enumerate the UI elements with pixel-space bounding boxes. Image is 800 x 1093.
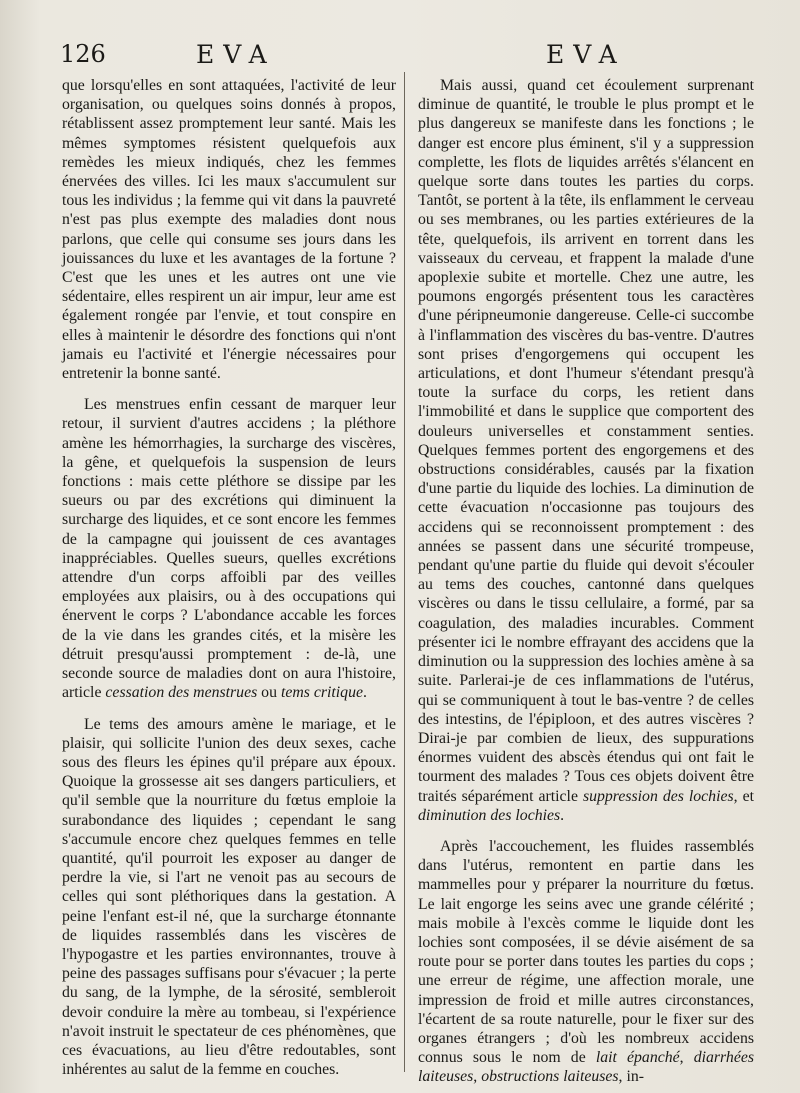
term: lait épanché <box>595 1049 680 1067</box>
paragraph <box>62 715 396 1080</box>
paragraph-text: Les menstrues enfin cessant de marquer leur retour, il survient d'autres accidens ; la pléthore amène les hémorrhagies, la surcharge des viscères, la gêne, et quelquefois la suspension de leurs fonctions : mais cette pléthore se dissipe par les sueurs ou par des excrétions qui diminuent la surcharge des liquides, et ce sont encore les femmes de la campagne qui jouissent de ces avantages inappréciables. Quelles sueurs, quelles excrétions attendre d'un corps affoibli par des veilles employées aux plaisirs, ou à des occupations qui énervent le corps ? L'abondance accable les forces de la vie dans les grandes cités, et la misère les détruit presqu'aussi promptement : de-là, une seconde source de maladies dont on aura l'histoire, article <box>62 396 396 702</box>
left-column <box>62 76 396 1079</box>
paragraph <box>62 395 396 702</box>
article-reference: diminution des lochies <box>418 806 561 824</box>
running-head-left: EVA <box>196 40 276 69</box>
article-reference: tems critique <box>280 684 363 702</box>
paragraph-text: , in- <box>618 1068 644 1086</box>
running-head-right: EVA <box>546 40 626 69</box>
page-number: 126 <box>60 40 106 68</box>
term: diarrhées laiteuses <box>418 1049 754 1086</box>
paragraph-text: , et <box>733 787 754 805</box>
right-column <box>418 76 754 1087</box>
paragraph <box>418 837 754 1087</box>
term: obstructions laiteuses <box>481 1068 619 1086</box>
paragraph <box>62 76 396 383</box>
paragraph-text: ou <box>257 684 281 702</box>
paragraph <box>418 76 754 825</box>
article-reference: cessation des menstrues <box>105 684 258 702</box>
paragraph-text: Après l'accouchement, les fluides rassemblés dans l'utérus, remontent en partie dans les mammelles pour y préparer la nourriture du fœtus. Le lait engorge les seins avec une grande célérité ; mais mobile à l'excès comme le liquide dont les lochies sont composées, il se dévie aisément de sa route pour se porter dans toutes les parties du cops ; une erreur de régime, une affection morale, une impression de froid et mille autres circonstances, l'écartent de sa route naturelle, pour le fixer sur des organes étrangers ; d'où les nombreux accidens connus sous le nom de <box>418 837 754 1067</box>
paragraph-text: Le tems des amours amène le mariage, et le plaisir, qui sollicite l'union des deux sexes, cache sous des fleurs les épines qu'il prépare aux époux. Quoique la grossesse ait ses dangers particuliers, et qu'il semble que la nourriture du fœtus emploie la surabondance des liquides ; cependant le sang s'accumule encore chez quelques femmes en telle quantité, qu'il pourroit les exposer au danger de perdre la vie, si l'art ne venoit pas au secours de celles qui sont pléthoriques dans la gestation. A peine l'enfant est-il né, que la surcharge étonnante de liquides rassemblés dans les viscères de l'hypogastre et les parties environnantes, trouve à peine des passages suffisans pour s'évacuer ; la perte du sang, de la lymphe, de la sérosité, sembleroit devoir conduire la mère au tombeau, si l'expérience n'avoit instruit le spectateur de ces phénomènes, que ces évacuations, au lieu d'être redoutables, sont inhérentes au salut de la femme en couches. <box>62 715 396 1079</box>
article-reference: suppression des lochies <box>582 787 734 805</box>
paragraph-text: , <box>679 1049 694 1067</box>
paragraph-text: Mais aussi, quand cet écoulement surprenant diminue de quantité, le trouble le plus prompt et le plus dangereux se manifeste dans les fonctions ; le danger est encore plus éminent, s'il y a suppression complette, les flots de liquides arrêtés s'élancent en quelque sorte dans toutes les parties du corps. Tantôt, se portent à la tête, ils enflamment le cerveau ou ses membranes, ou les parties extérieures de la tête, quelquefois, ils arrivent en torrent dans les vaisseaux du cerveau, et frappent la malade d'une apoplexie subite et mortelle. Chez une autre, les poumons engorgés présentent tous les caractères d'une péripneumonie dangereuse. Celle-ci succombe à l'inflammation des viscères du bas-ventre. D'autres sont prises d'engorgemens qui occupent les articulations, et dont l'humeur s'étendant presqu'à toute la surface du corps, les retient dans l'immobilité et dans le supplice que comportent des douleurs universelles et constamment senties. Quelques femmes portent des engorgemens et des obstructions considérables, causés par la fixation d'une partie du liquide des lochies. La diminution de cette évacuation n'occasionne pas toujours des accidens qui se reconnoissent promptement : des années se passent dans une sécurité trompeuse, pendant qu'une partie du fluide qui devoit s'écouler au tems des couches, cantonné dans quelques viscères ou dans le tissu cellulaire, a formé, par sa coagulation, des maladies incurables. Comment présenter ici le nombre effrayant des accidens que la diminution ou la suppression des lochies amène à sa suite. Parlerai-je de ces inflammations de l'utérus, qui se communiquent à tout le bas-ventre ? de celles des intestins, de l'épiploon, et des autres viscères ? Dirai-je par combien de lieux, des suppurations énormes vuident des abscès étendus qui ont fait le tourment des malades ? Tous ces objets doivent être traités séparément article <box>418 77 754 805</box>
paragraph-text: que lorsqu'elles en sont attaquées, l'activité de leur organisation, ou quelques soins donnés à propos, rétablissent assez promptement leur santé. Mais les mêmes symptomes résistent quelquefois aux remèdes les mieux indiqués, chez les femmes énervées des villes. Ici les maux s'accumulent sur tous les individus ; la femme qui vit dans la pauvreté n'est pas plus exempte des maladies dont nous parlons, que celle qui consume ses jours dans les jouissances du luxe et les avantages de la fortune ? C'est que les unes et les autres ont une vie sédentaire, elles respirent un air impur, leur ame est également rongée par l'envie, et tout conspire en elles à maintenir le désordre des fonctions qui n'ont jamais eu l'activité et l'énergie nécessaires pour entretenir la bonne santé. <box>62 77 396 383</box>
column-divider <box>404 72 405 1072</box>
paragraph-text: . <box>560 806 565 824</box>
page-header <box>0 38 800 72</box>
paragraph-text: , <box>473 1068 482 1086</box>
paragraph-text: . <box>362 684 367 702</box>
